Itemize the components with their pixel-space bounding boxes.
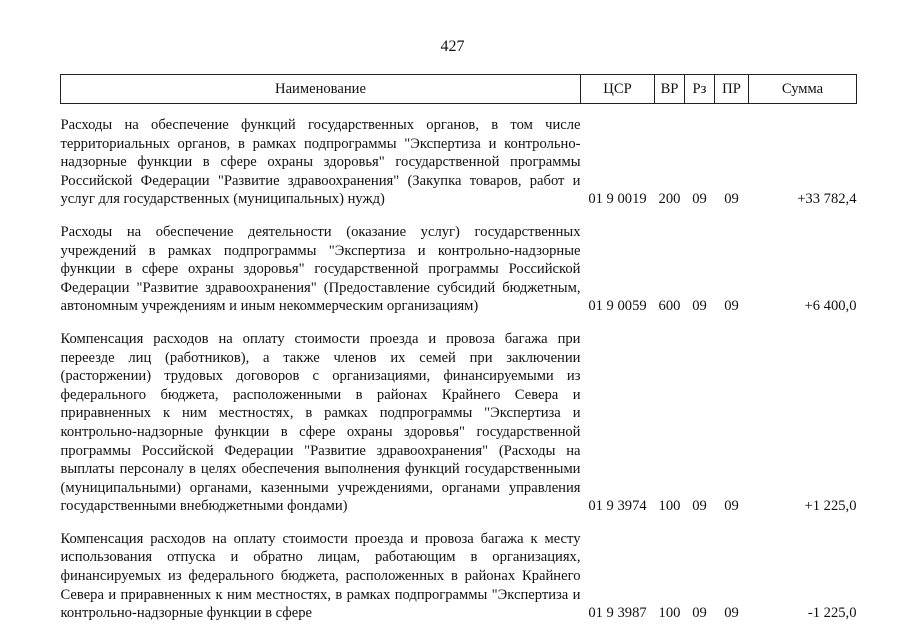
row-name: Компенсация расходов на оплату стоимости проезда и провоза багажа при переезде лиц (работников), а также членов их семей при заключении (расторжении) трудовых договоров с организациями, финансируемыми из федерального бюджета, расположенными в районах Крайнего Севера и приравненных к ним местностях, в рамках подпрограммы "Экспертиза и контрольно-надзорные функции в сфере охраны здоровья" государственной программы Российской Федерации "Развитие здравоохранения" (Расходы на выплаты персоналу в целях обеспечения выполнения функций государственными (муниципальными) органами, казенными учреждениями, органами управления государственными внебюджетными фондами) — [60, 330, 581, 515]
row-vr: 100 — [658, 605, 681, 622]
table-row — [61, 328, 857, 516]
row-sum: +1 225,0 — [804, 498, 857, 515]
header-csr: ЦСР — [581, 75, 655, 104]
row-rz: 09 — [692, 191, 707, 208]
row-pr: 09 — [724, 605, 739, 622]
row-sum: -1 225,0 — [807, 605, 857, 622]
row-csr: 01 9 3987 — [588, 605, 647, 622]
row-pr: 09 — [724, 498, 739, 515]
header-vr: ВР — [655, 75, 685, 104]
row-csr: 01 9 3974 — [588, 498, 647, 515]
table-header — [61, 75, 857, 104]
row-rz: 09 — [692, 498, 707, 515]
row-rz: 09 — [692, 605, 707, 622]
table-row — [61, 221, 857, 316]
row-csr: 01 9 0019 — [588, 191, 647, 208]
table-row — [61, 528, 857, 623]
header-sum: Сумма — [749, 75, 857, 104]
header-name: Наименование — [61, 75, 581, 104]
page-number: 427 — [440, 38, 465, 55]
row-pr: 09 — [724, 191, 739, 208]
row-pr: 09 — [724, 298, 739, 315]
header-rz: Рз — [685, 75, 715, 104]
row-vr: 600 — [658, 298, 681, 315]
row-sum: +6 400,0 — [804, 298, 857, 315]
row-name: Компенсация расходов на оплату стоимости проезда и провоза багажа к месту использования отпуска и обратно лицам, работающим в организациях, финансируемых из федерального бюджета, расположенных в районах Крайнего Севера и приравненных к ним местностях, в рамках подпрограммы "Экспертиза и контрольно-надзорные функции в сфере — [60, 530, 581, 622]
header-pr: ПР — [715, 75, 749, 104]
row-name: Расходы на обеспечение деятельности (оказание услуг) государственных учреждений в рамках подпрограммы "Экспертиза и контрольно-надзорные функции в сфере охраны здоровья" государственной программы Российской Федерации "Развитие здравоохранения" (Предоставление субсидий бюджетным, автономным учреждениям и иным некоммерческим организациям) — [60, 223, 581, 315]
row-csr: 01 9 0059 — [588, 298, 647, 315]
budget-table — [60, 74, 857, 623]
row-sum: +33 782,4 — [797, 191, 857, 208]
row-vr: 100 — [658, 498, 681, 515]
table-row — [61, 114, 857, 209]
row-name: Расходы на обеспечение функций государственных органов, в том числе территориальных органов, в рамках подпрограммы "Экспертиза и контрольно-надзорные функции в сфере охраны здоровья" государственной программы Российской Федерации "Развитие здравоохранения" (Закупка товаров, работ и услуг для государственных (муниципальных) нужд) — [60, 117, 581, 208]
row-vr: 200 — [658, 191, 681, 208]
row-rz: 09 — [692, 298, 707, 315]
